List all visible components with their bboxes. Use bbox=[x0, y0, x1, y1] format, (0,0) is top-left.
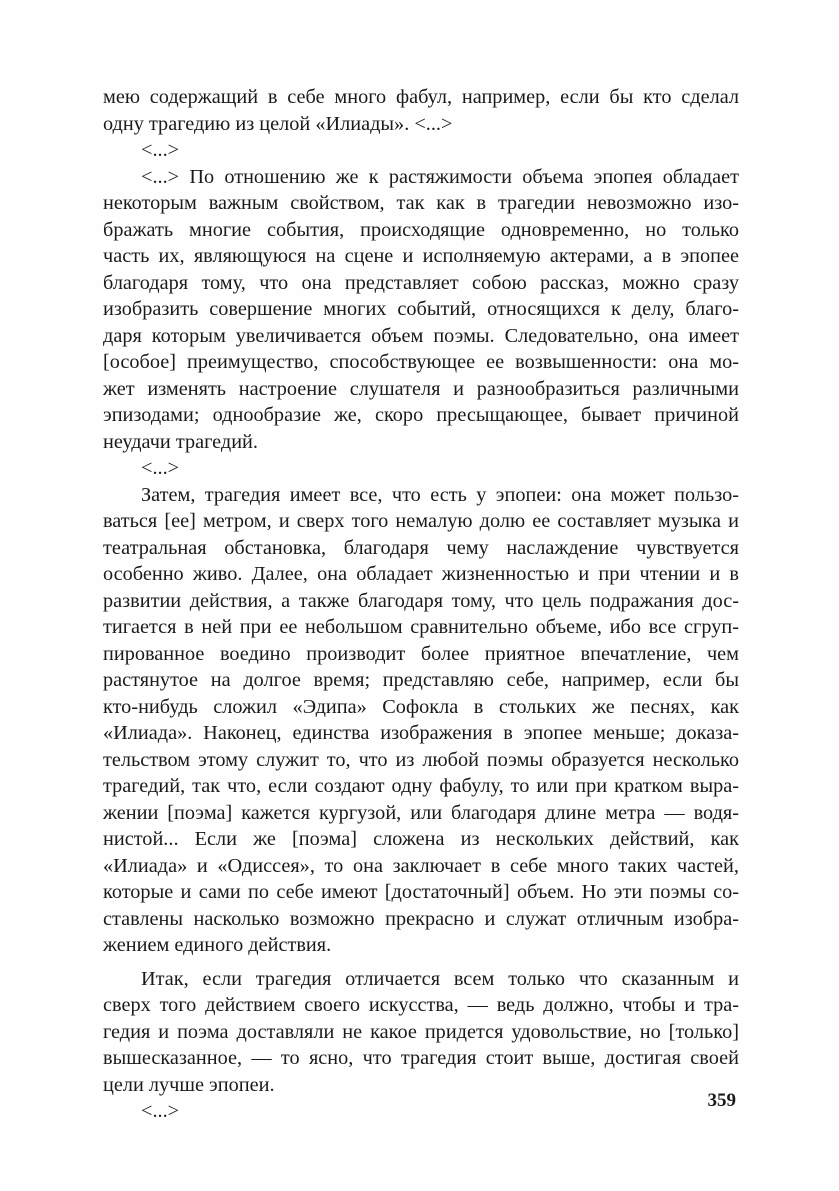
text-line: эпизодами; однообразие же, скоро пресыщающее, бывает причиной bbox=[103, 404, 739, 426]
text-line: особенно живо. Далее, она обладает жизненностью и при чтении и в bbox=[103, 563, 739, 585]
text-line: растянутое на долгое время; представляю себе, например, если бы bbox=[103, 669, 739, 691]
text-line: одну трагедию из целой «Илиады». <...> bbox=[103, 112, 453, 135]
text-line: благодаря тому, что она представляет собою рассказ, можно сразу bbox=[103, 271, 739, 294]
text-line: нистой... Если же [поэма] сложена из нескольких действий, как bbox=[103, 828, 739, 850]
paragraph-spacer bbox=[103, 959, 739, 966]
text-line: изобразить совершение многих событий, относящихся к делу, благо- bbox=[103, 298, 739, 320]
text-line: развитии действия, а также благодаря тому, что цель подражания дос- bbox=[103, 589, 739, 612]
ellipsis-marker bbox=[103, 1098, 739, 1125]
text-line: ваться [ее] метром, и сверх того немалую долю ее составляет музыка и bbox=[103, 510, 739, 532]
text-line: неудачи трагедий. bbox=[103, 430, 258, 453]
text-line: <...> bbox=[141, 139, 180, 161]
text-line: часть их, являющуюся на сцене и исполняемую актерами, а в эпопее bbox=[103, 245, 739, 267]
text-line: сверх того действием своего искусства, — ведь должно, чтобы и тра- bbox=[103, 994, 739, 1016]
text-line: гедия и поэма доставляли не какое придется удовольствие, но [только] bbox=[103, 1020, 739, 1043]
text-line: жении [поэма] кажется кургузой, или благодаря длине метра — водя- bbox=[103, 801, 739, 824]
body-text bbox=[103, 84, 739, 1125]
paragraph bbox=[103, 482, 739, 959]
text-line: кто-нибудь сложил «Эдипа» Софокла в стольких же песнях, как bbox=[103, 695, 739, 718]
text-line: ставлены насколько возможно прекрасно и служат отличным изобра- bbox=[103, 907, 739, 930]
text-line: трагедий, так что, если создают одну фабулу, то или при кратком выра- bbox=[103, 775, 739, 797]
paragraph bbox=[103, 84, 739, 137]
text-line: Затем, трагедия имеет все, что есть у эпопеи: она может пользо- bbox=[141, 483, 739, 506]
text-line: «Илиада» и «Одиссея», то она заключает в себе много таких частей, bbox=[103, 854, 739, 877]
text-line: жением единого действия. bbox=[103, 934, 332, 956]
text-line: Итак, если трагедия отличается всем только что сказанным и bbox=[141, 967, 739, 990]
text-line: пированное воедино производит более приятное впечатление, чем bbox=[103, 642, 739, 665]
text-line: <...> По отношению же к растяжимости объема эпопея обладает bbox=[141, 165, 739, 188]
text-line: бражать многие события, происходящие одновременно, но только bbox=[103, 218, 739, 241]
text-line: <...> bbox=[141, 457, 180, 479]
text-line: которые и сами по себе имеют [достаточный] объем. Но эти поэмы со- bbox=[103, 881, 739, 903]
page-number: 359 bbox=[707, 1090, 736, 1111]
text-line: цели лучше эпопеи. bbox=[103, 1073, 275, 1096]
text-line: тельством этому служит то, что из любой поэмы образуется несколько bbox=[103, 748, 739, 771]
text-line: [особое] преимущество, способствующее ее возвышенности: она мо- bbox=[103, 351, 739, 373]
paragraph bbox=[103, 164, 739, 456]
ellipsis-marker bbox=[103, 455, 739, 482]
text-line: «Илиада». Наконец, единства изображения в эпопее меньше; доказа- bbox=[103, 722, 739, 744]
text-line: тигается в ней при ее небольшом сравнительно объеме, ибо все сгруп- bbox=[103, 616, 739, 638]
paragraph bbox=[103, 966, 739, 1099]
text-line: театральная обстановка, благодаря чему наслаждение чувствуется bbox=[103, 536, 739, 559]
text-line: даря которым увеличивается объем поэмы. Следовательно, она имеет bbox=[103, 324, 739, 347]
text-line: вышесказанное, — то ясно, что трагедия стоит выше, достигая своей bbox=[103, 1047, 739, 1069]
text-line: <...> bbox=[141, 1100, 180, 1122]
text-line: жет изменять настроение слушателя и разнообразиться различными bbox=[103, 377, 739, 400]
text-line: мею содержащий в себе много фабул, например, если бы кто сделал bbox=[103, 86, 739, 108]
ellipsis-marker bbox=[103, 137, 739, 164]
text-line: некоторым важным свойством, так как в трагедии невозможно изо- bbox=[103, 192, 739, 214]
